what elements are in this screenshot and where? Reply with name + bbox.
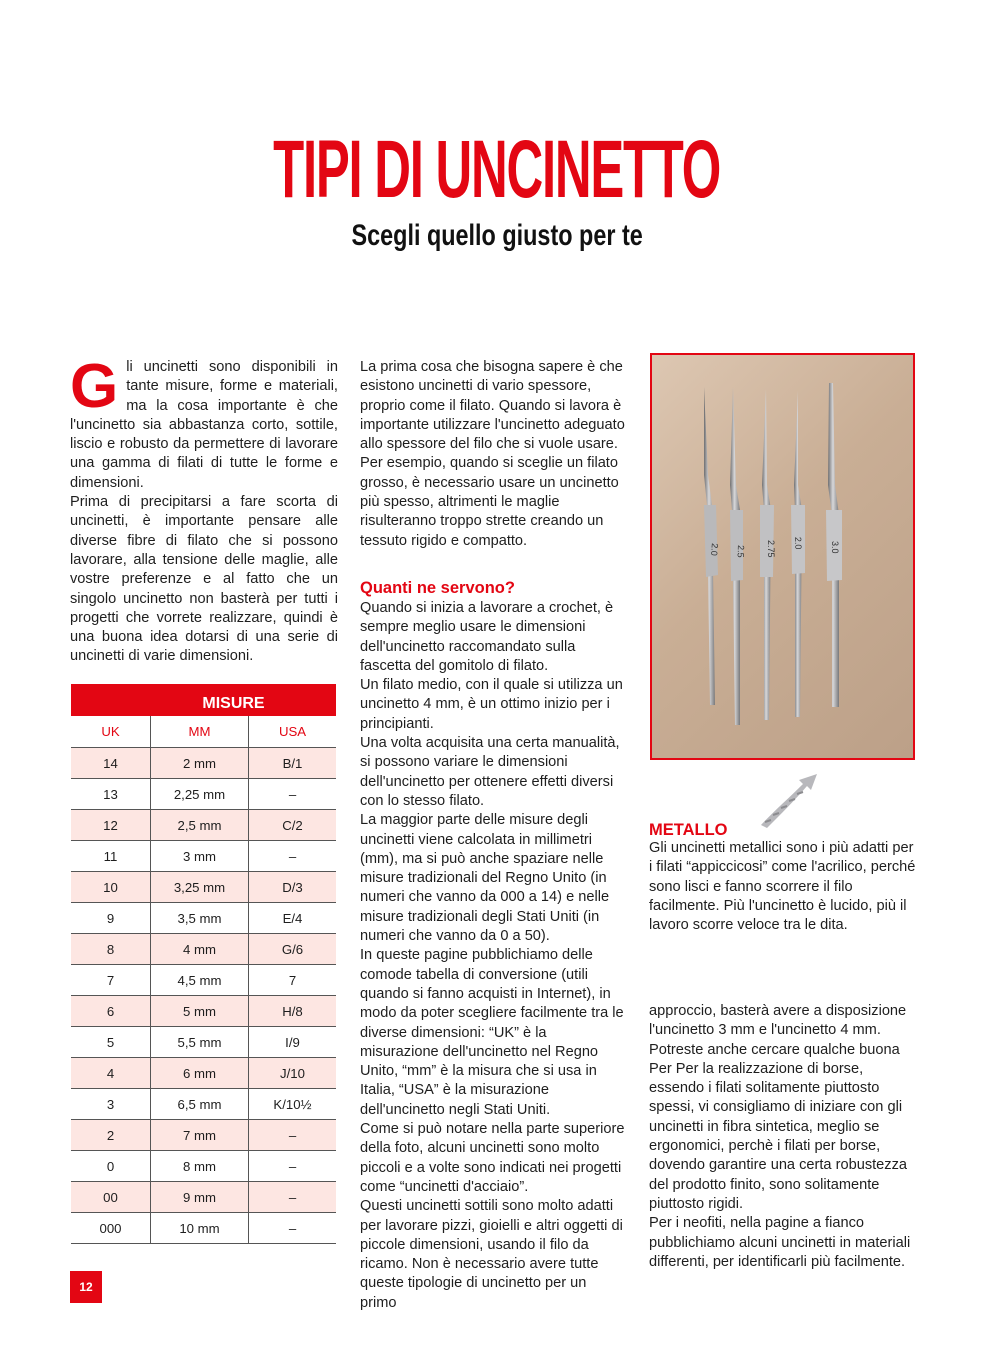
table-cell-uk: 00 [71, 1182, 151, 1212]
table-cell-uk: 11 [71, 841, 151, 871]
table-cell-mm: 6,5 mm [151, 1089, 249, 1119]
table-cell-mm: 2,25 mm [151, 779, 249, 809]
table-cell-mm: 3,5 mm [151, 903, 249, 933]
table-cell-usa: C/2 [282, 817, 303, 833]
middle-paragraph-6: La maggior parte delle misure degli uncinetti viene calcolata in millimetri (mm), ma si può anche spaziare nelle misure tradizionali del Regno Unito (in numeri che vanno da 000 a 14) e nelle misure tradizionali degli Stati Uniti (in numeri che vanno da 0 a 50). [360, 812, 610, 945]
intro-paragraph-2: Prima di precipitarsi a fare scorta di uncinetti, è importante pensare alle diverse fibre di filato che si possono lavorare, alla tensione delle maglie, alle vostre preferenze e al fatto che un singolo uncinetto non basterà per tutti i progetti che vorrete realizzare, quindi è una buona idea dotarsi di una serie di uncinetti di varie dimensioni. [70, 494, 338, 665]
table-cell-mm: 4,5 mm [151, 965, 249, 995]
table-cell-usa: – [288, 1127, 297, 1143]
table-cell-uk: 2 [71, 1120, 151, 1150]
table-cell-uk: 5 [71, 1027, 151, 1057]
table-cell-uk: 0 [71, 1151, 151, 1181]
right-paragraph-3: Per i neofiti, nella pagine a fianco pubblichiamo alcuni uncinetti in materiali differenti, per identificarli più facilmente. [649, 1215, 911, 1270]
table-cell-mm: 3,25 mm [151, 872, 249, 902]
table-cell-usa: G/6 [281, 941, 304, 957]
table-cell-mm: 7 mm [151, 1120, 249, 1150]
table-row [71, 779, 336, 810]
intro-paragraph-1: li uncinetti sono disponibili in tante misure, forme e materiali, ma la cosa importante è che l'uncinetto sia abbastanza corto, sottile, liscio e robusto da permettere di lavorare una gamma di filati di tutte le forme e dimensioni. [70, 359, 338, 491]
middle-paragraph-2: Per esempio, quando si sceglie un filato grosso, è necessario usare un uncinetto più spesso, altrimenti le maglie risulteranno troppo strette creando un tessuto rigido e compatto. [360, 455, 619, 549]
hook-label-4: 2.0 [793, 536, 804, 550]
crochet-hook-decoration-icon [755, 770, 825, 830]
middle-paragraph-7: In queste pagine pubblichiamo delle comode tabella di conversione (utili quando si fanno acquisti in Internet), in modo da poter scegliere facilmente tra le diverse dimensioni: “UK” è la misurazione dell'uncinetto nel Regno Unito, “mm” è la misura che si usa in Italia, “USA” è la misurazione dell'uncinetto negli Stati Uniti. [360, 947, 624, 1118]
hook-label-1: 2.0 [708, 542, 720, 557]
middle-paragraph-8: Come si può notare nella parte superiore della foto, alcuni uncinetti sono molto piccoli e a volte sono indicati nei progetti come “uncinetti d'acciaio”. [360, 1121, 625, 1195]
table-cell-usa: 7 [288, 972, 297, 988]
table-cell-usa: – [288, 786, 297, 802]
table-cell-uk: 000 [71, 1213, 151, 1243]
hook-5 [826, 383, 842, 707]
page-subtitle: Scegli quello giusto per te [351, 219, 643, 252]
middle-paragraph-3: Quando si inizia a lavorare a crochet, è sempre meglio usare le dimensioni dell'uncinetto raccomandato sulla fascetta del gomitolo di filato. [360, 600, 614, 674]
table-cell-uk: 14 [71, 748, 151, 778]
table-cell-mm: 6 mm [151, 1058, 249, 1088]
crochet-hooks-illustration [652, 355, 913, 758]
table-cell-mm: 4 mm [151, 934, 249, 964]
table-cell-usa: – [288, 1158, 297, 1174]
middle-paragraph-4: Un filato medio, con il quale si utilizza un uncinetto 4 mm, è un ottimo inizio per i principianti. [360, 677, 623, 732]
middle-paragraph-1: La prima cosa che bisogna sapere è che esistono uncinetti di vario spessore, proprio come il filato. Quando si lavora è importante utilizzare l'uncinetto adeguato allo spessore del filo che si vuole usare. [360, 359, 625, 453]
section-heading-quanti: Quanti ne servono? [360, 579, 515, 597]
metallo-column [649, 839, 916, 935]
size-conversion-table [71, 684, 336, 1244]
table-cell-uk: 9 [71, 903, 151, 933]
table-cell-uk: 13 [71, 779, 151, 809]
table-cell-uk: 8 [71, 934, 151, 964]
table-cell-usa: – [288, 1189, 297, 1205]
table-cell-usa: – [288, 848, 297, 864]
table-row [71, 810, 336, 841]
table-cell-mm: 10 mm [151, 1213, 249, 1243]
table-row [71, 965, 336, 996]
table-cell-usa: – [288, 1220, 297, 1236]
table-row [71, 1058, 336, 1089]
table-header-usa: USA [278, 724, 307, 739]
table-header-row [71, 716, 336, 748]
hook-2 [730, 387, 746, 725]
table-cell-mm: 5,5 mm [151, 1027, 249, 1057]
table-cell-uk: 7 [71, 965, 151, 995]
table-row [71, 1120, 336, 1151]
table-cell-usa: B/1 [282, 755, 303, 771]
middle-column-top [360, 358, 626, 551]
hook-label-2: 2.5 [735, 544, 746, 558]
table-row [71, 841, 336, 872]
table-cell-usa: I/9 [285, 1034, 300, 1050]
hook-label-5: 3.0 [830, 541, 840, 554]
crochet-hooks-photo [650, 353, 915, 760]
table-row [71, 903, 336, 934]
hook-3 [760, 389, 776, 720]
table-header-mm: MM [151, 716, 249, 747]
hook-4 [791, 391, 805, 717]
table-cell-uk: 12 [71, 810, 151, 840]
table-row [71, 996, 336, 1027]
right-paragraph-2: Potreste anche cercare qualche buona Per Per la realizzazione di borse, essendo i filati solitamente piuttosto spessi, vi consigliamo di iniziare con gli uncinetti in fibra sintetica, meglio se ergonomici, perchè i filati per borse, dovendo garantire una certa robustezza del prodotto finito, sono solitamente piuttosto rigidi. [649, 1041, 907, 1212]
table-cell-uk: 4 [71, 1058, 151, 1088]
table-cell-usa: H/8 [282, 1003, 303, 1019]
table-row [71, 1151, 336, 1182]
table-row [71, 748, 336, 779]
table-title: MISURE [71, 684, 336, 716]
table-body [71, 748, 336, 1244]
table-row [71, 1182, 336, 1213]
table-header-uk: UK [71, 716, 151, 747]
table-cell-mm: 9 mm [151, 1182, 249, 1212]
table-cell-usa: K/10½ [273, 1096, 312, 1112]
table-cell-mm: 5 mm [151, 996, 249, 1026]
table-row [71, 934, 336, 965]
table-cell-usa: J/10 [280, 1065, 305, 1081]
table-cell-mm: 3 mm [151, 841, 249, 871]
page-title: TIPI DI UNCINETTO [273, 124, 721, 215]
metallo-paragraph: Gli uncinetti metallici sono i più adatti per i filati “appiccicosi” come l'acrilico, perché sono lisci e fanno scorrere il filo facilmente. Più l'uncinetto è lucido, più il lavoro scorre veloce tra le dita. [649, 840, 916, 934]
middle-column-bottom [360, 599, 626, 1313]
drop-cap: G [70, 352, 119, 421]
hook-1 [704, 387, 720, 705]
table-cell-uk: 3 [71, 1089, 151, 1119]
section-heading-metallo: METALLO [649, 821, 728, 839]
middle-paragraph-9: Questi uncinetti sottili sono molto adatti per lavorare pizzi, gioielli e altri oggetti di piccole dimensioni, usando il filo da ricamo. Non è necessario avere tutte queste tipologie di uncinetto per un primo [360, 1198, 623, 1311]
table-cell-uk: 6 [71, 996, 151, 1026]
table-row [71, 1027, 336, 1058]
page-number: 12 [70, 1271, 102, 1303]
table-row [71, 872, 336, 903]
table-cell-uk: 10 [71, 872, 151, 902]
hook-label-3: 2.75 [766, 540, 776, 558]
table-row [71, 1089, 336, 1120]
middle-paragraph-5: Una volta acquisita una certa manualità, si possono variare le dimensioni dell'uncinetto per ottenere effetti diversi con lo stesso filato. [360, 735, 620, 809]
table-cell-usa: E/4 [282, 910, 303, 926]
table-cell-mm: 8 mm [151, 1151, 249, 1181]
table-cell-mm: 2 mm [151, 748, 249, 778]
intro-column [70, 352, 338, 667]
table-cell-mm: 2,5 mm [151, 810, 249, 840]
right-paragraph-1: approccio, basterà avere a disposizione l'uncinetto 3 mm e l'uncinetto 4 mm. [649, 1003, 907, 1039]
table-row [71, 1213, 336, 1244]
table-cell-usa: D/3 [282, 879, 303, 895]
right-column-bottom [649, 1002, 916, 1272]
